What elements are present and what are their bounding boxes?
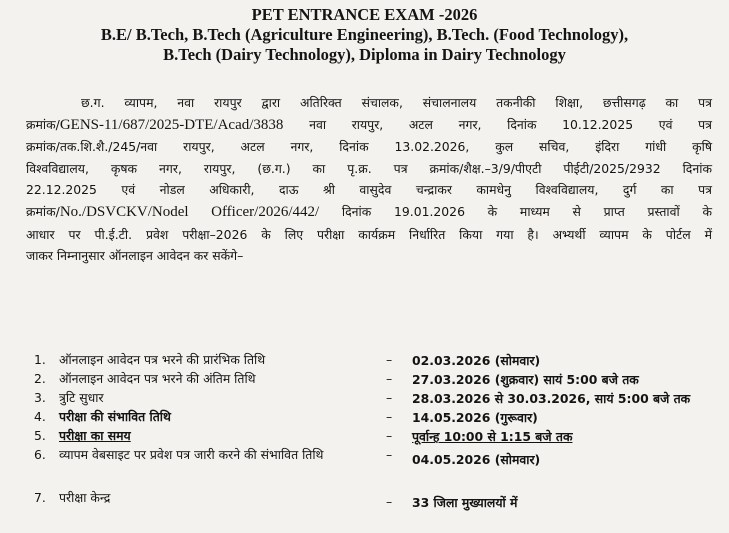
paragraph-line-4: विश्वविद्यालय, कृषक नगर, रायपुर, (छ.ग.) का पृ.क्र. पत्र क्रमांक/शैक्ष.–3/9/पीएटी पीईटी/2025/2932 दिनांक [26, 160, 712, 176]
schedule-label: त्रुटि सुधार [59, 390, 104, 405]
schedule-value: 04.05.2026 (सोमवार) [412, 452, 541, 467]
notice-page: PET ENTRANCE EXAM -2026 B.E/ B.Tech, B.Tech (Agriculture Engineering), B.Tech. (Food Technology), B.Tech (Dairy Technology), Diploma in Dairy Technology छ.ग. व्यापम, नवा रायपुर द्वारा अतिरिक्त संचालक, संचालनालय तकनीकी शिक्षा, छत्तीसगढ़ का पत्र क्रमांक/GENS-11/687/2025-DTE/Acad/3838 नवा रायपुर, अटल नगर, दिनांक 10.12.2025 एवं पत्र क्रमांक/तक.शि.शै./245/नवा रायपुर, अटल नगर, दिनांक 13.02.2026, कुल सचिव, इंदिरा गांधी कृषि विश्वविद्यालय, कृषक नगर, रायपुर, (छ.ग.) का पृ.क्र. पत्र क्रमांक/शैक्ष.–3/9/पीएटी पीईटी/2025/2932 दिनांक 22.12.2025 एवं नोडल अधिकारी, दाऊ श्री वासुदेव चन्द्राकर कामधेनु विश्वविद्यालय, दुर्ग का पत्र क्रमांक/No./DSVCKV/Nodel Officer/2026/442/ दिनांक 19.01.2026 के माध्यम से प्राप्त प्रस्तावों के आधार पर पी.ई.टी. प्रवेश परीक्षा–2026 के लिए परीक्षा कार्यक्रम निर्धारित किया गया है। अभ्यर्थी व्यापम के पोर्टल में जाकर निम्नानुसार ऑनलाइन आवेदन कर सकेंगे– 1. ऑनलाइन आवेदन पत्र भरने की प्रारंभिक तिथि – 02.03.2026 (सोमवार) 2. ऑनलाइन आवेदन पत्र भरने की अंतिम तिथि – 27.03.2026 (शुक्रवार) सायं 5:00 बजे तक 3. त्रुटि सुधार – 28.03.2026 से 30.03.2026, सायं 5:00 बजे तक 4. परीक्षा की संभावित तिथि – 14.05.2026 (गुरूवार) 5. परीक्षा का समय – पूर्वान्ह 10:00 से 1:15 बजे तक 6. व्यापम वेबसाइट पर प्रवेश पत्र जारी करने की संभावित तिथि – 04.05.2026 (सोमवार) 7. परीक्षा केन्द्र – 33 जिला मुख्यालयों में [0, 0, 729, 533]
schedule-label: परीक्षा की संभावित तिथि [59, 409, 171, 424]
schedule-value: 28.03.2026 से 30.03.2026, सायं 5:00 बजे तक [412, 391, 691, 406]
courses-line-2: B.Tech (Dairy Technology), Diploma in Dairy Technology [163, 45, 566, 64]
notice-paragraph [26, 92, 712, 267]
schedule-label: व्यापम वेबसाइट पर प्रवेश पत्र जारी करने की संभावित तिथि [59, 447, 324, 462]
schedule-value: 33 जिला मुख्यालयों में [412, 495, 518, 510]
schedule-label: ऑनलाइन आवेदन पत्र भरने की प्रारंभिक तिथि [59, 352, 266, 367]
paragraph-line-5: 22.12.2025 एवं नोडल अधिकारी, दाऊ श्री वासुदेव चन्द्राकर कामधेनु विश्वविद्यालय, दुर्ग का पत्र [26, 182, 712, 198]
schedule-value: 02.03.2026 (सोमवार) [412, 353, 541, 368]
schedule-value: पूर्वान्ह 10:00 से 1:15 बजे तक [412, 429, 573, 444]
schedule-value: 27.03.2026 (शुक्रवार) सायं 5:00 बजे तक [412, 372, 639, 387]
paragraph-line-7: आधार पर पी.ई.टी. प्रवेश परीक्षा–2026 के लिए परीक्षा कार्यक्रम निर्धारित किया गया है। अभ्यर्थी व्यापम के पोर्टल में [26, 226, 712, 242]
courses-line-1: B.E/ B.Tech, B.Tech (Agriculture Engineering), B.Tech. (Food Technology), [100, 25, 629, 44]
schedule-label: परीक्षा का समय [59, 428, 131, 443]
paragraph-line-6: क्रमांक/No./DSVCKV/Nodel Officer/2026/442/ दिनांक 19.01.2026 के माध्यम से प्राप्त प्रस्तावों के [26, 203, 712, 220]
paragraph-line-1: छ.ग. व्यापम, नवा रायपुर द्वारा अतिरिक्त संचालक, संचालनालय तकनीकी शिक्षा, छत्तीसगढ़ का पत्र [81, 95, 712, 110]
schedule-value: 14.05.2026 (गुरूवार) [412, 410, 538, 425]
schedule-label: परीक्षा केन्द्र [59, 490, 111, 505]
letter-ref-dsvckv: No./DSVCKV/Nodel Officer/2026/442/ [59, 203, 320, 220]
paragraph-line-8: जाकर निम्नानुसार ऑनलाइन आवेदन कर सकेंगे– [26, 248, 244, 264]
letter-ref-dte: GENS-11/687/2025-DTE/Acad/3838 [59, 116, 284, 133]
schedule-label: ऑनलाइन आवेदन पत्र भरने की अंतिम तिथि [59, 371, 256, 386]
exam-title: PET ENTRANCE EXAM -2026 [251, 5, 478, 24]
paragraph-line-3: क्रमांक/तक.शि.शै./245/नवा रायपुर, अटल नगर, दिनांक 13.02.2026, कुल सचिव, इंदिरा गांधी कृषि [26, 139, 712, 155]
paragraph-line-2: क्रमांक/GENS-11/687/2025-DTE/Acad/3838 नवा रायपुर, अटल नगर, दिनांक 10.12.2025 एवं पत्र [26, 116, 712, 133]
